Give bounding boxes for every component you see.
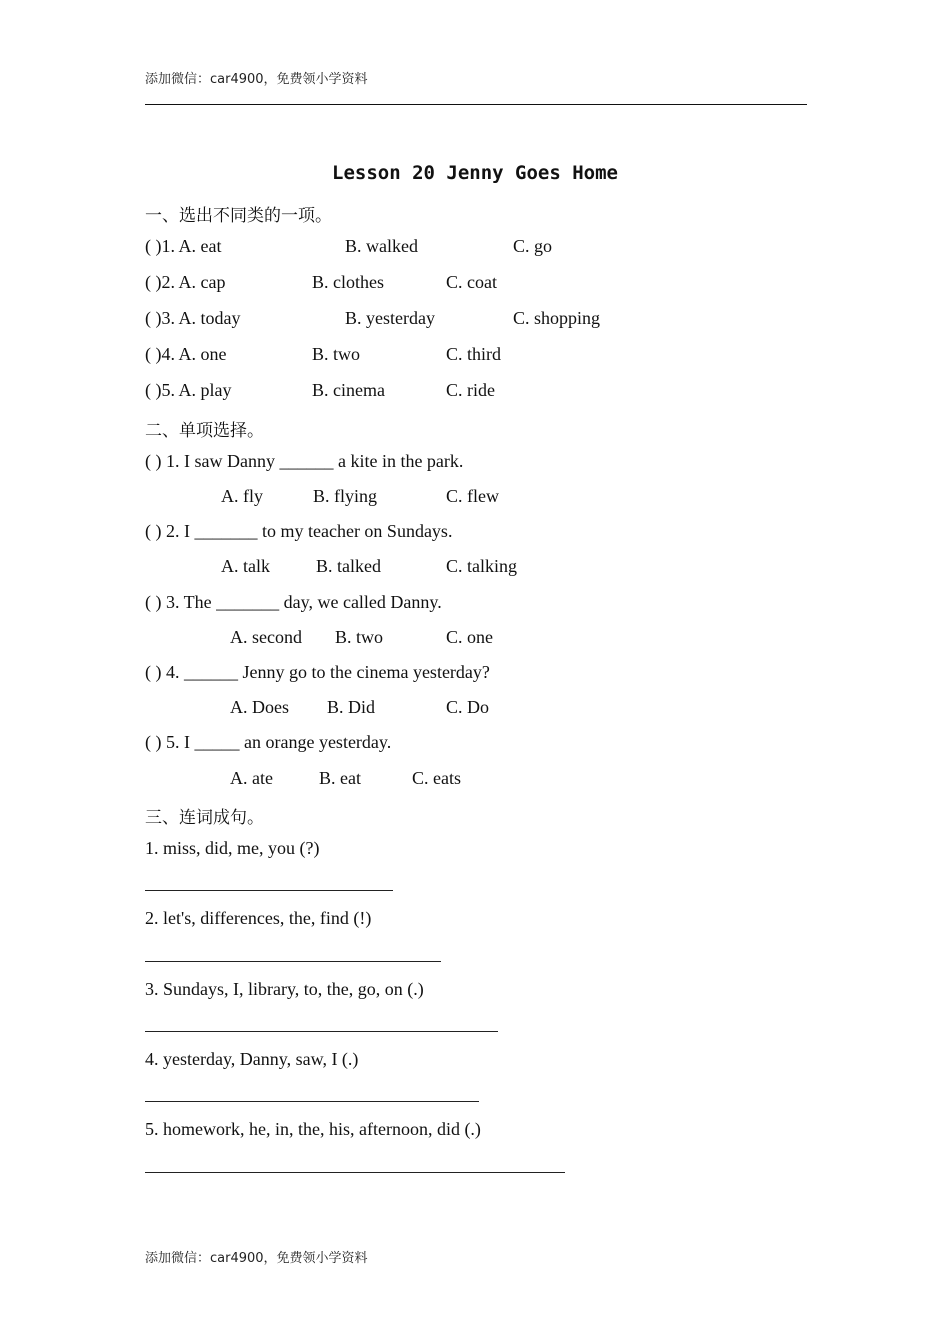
section1-item-5 [145, 380, 231, 401]
option-c: C. go [513, 236, 553, 256]
option-b: B. eat [319, 768, 361, 788]
option-c: C. ride [446, 380, 495, 400]
section1-heading: 一、选出不同类的一项。 [145, 206, 332, 226]
answer-line [145, 1172, 565, 1173]
item-prefix: ( )3. A. today [145, 308, 241, 328]
section3-prompt-2: 2. let's, differences, the, find (!) [145, 908, 372, 928]
section1-item-4 [145, 344, 226, 365]
worksheet-title: Lesson 20 Jenny Goes Home [332, 162, 618, 184]
option-b: B. cinema [312, 380, 385, 400]
answer-line [145, 1101, 479, 1102]
section2-question-5: ( ) 5. I _____ an orange yesterday. [145, 732, 392, 752]
option-b: B. Did [327, 697, 376, 717]
section1-item-2 [145, 272, 225, 293]
footer-note: 添加微信：car4900，免费领小学资料 [145, 1251, 368, 1266]
option-c: C. one [446, 627, 493, 647]
option-a: A. second [230, 627, 302, 647]
option-c: C. talking [446, 556, 517, 576]
answer-line [145, 961, 441, 962]
option-a: A. talk [221, 556, 270, 576]
section3-prompt-3: 3. Sundays, I, library, to, the, go, on (.) [145, 979, 424, 999]
option-b: B. two [312, 344, 361, 364]
section2-question-4: ( ) 4. ______ Jenny go to the cinema yesterday? [145, 662, 490, 682]
option-b: B. talked [316, 556, 381, 576]
section2-question-1: ( ) 1. I saw Danny ______ a kite in the park. [145, 451, 464, 471]
section3-heading: 三、连词成句。 [145, 808, 264, 828]
section2-heading: 二、单项选择。 [145, 421, 264, 441]
section3-prompt-4: 4. yesterday, Danny, saw, I (.) [145, 1049, 359, 1069]
item-prefix: ( )4. A. one [145, 344, 227, 364]
option-a: A. ate [230, 768, 273, 788]
option-b: B. clothes [312, 272, 384, 292]
item-prefix: ( )5. A. play [145, 380, 232, 400]
option-c: C. third [446, 344, 502, 364]
section1-item-1 [145, 236, 221, 257]
item-prefix: ( )1. A. eat [145, 236, 222, 256]
item-prefix: ( )2. A. cap [145, 272, 226, 292]
option-a: A. fly [221, 486, 263, 506]
option-c: C. flew [446, 486, 499, 506]
option-b: B. flying [313, 486, 378, 506]
section1-item-3 [145, 308, 240, 329]
section3-prompt-5: 5. homework, he, in, the, his, afternoon, did (.) [145, 1119, 481, 1139]
section2-question-2: ( ) 2. I _______ to my teacher on Sundays. [145, 521, 453, 541]
section3-prompt-1: 1. miss, did, me, you (?) [145, 838, 320, 858]
header-divider [145, 104, 807, 105]
option-c: C. shopping [513, 308, 601, 328]
answer-line [145, 1031, 498, 1032]
option-b: B. walked [345, 236, 418, 256]
option-c: C. coat [446, 272, 497, 292]
option-c: C. eats [412, 768, 461, 788]
section2-question-3: ( ) 3. The _______ day, we called Danny. [145, 592, 442, 612]
option-a: A. Does [230, 697, 289, 717]
option-b: B. yesterday [345, 308, 435, 328]
option-b: B. two [335, 627, 384, 647]
answer-line [145, 890, 393, 891]
option-c: C. Do [446, 697, 490, 717]
header-note: 添加微信：car4900，免费领小学资料 [145, 72, 368, 87]
